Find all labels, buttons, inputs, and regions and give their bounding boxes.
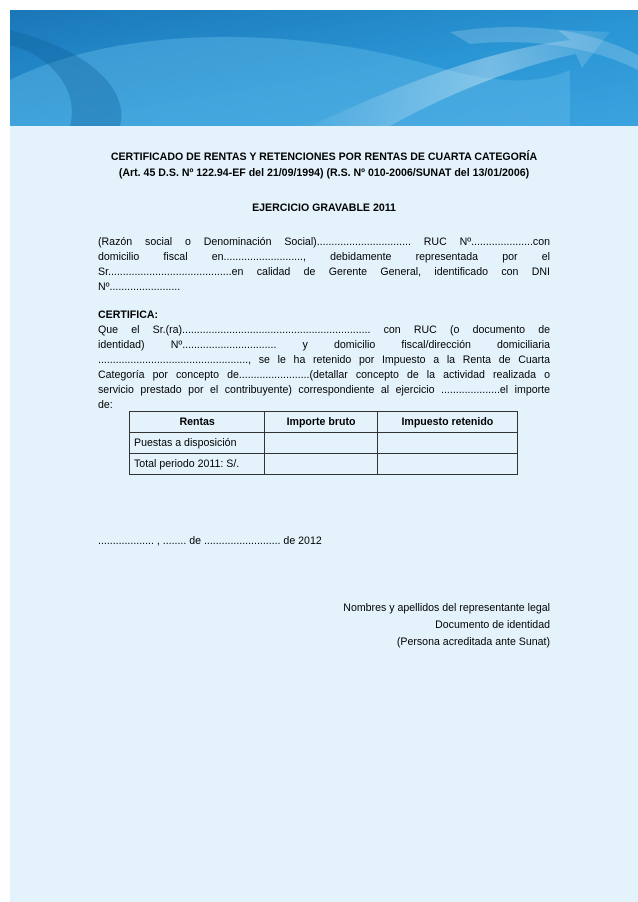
table-row: [130, 433, 518, 454]
body-line-6: de:: [98, 399, 113, 411]
table-row: [130, 454, 518, 475]
row-label-puestas: Puestas a disposición: [130, 433, 265, 454]
intro-line-4: Nº........................: [98, 281, 181, 293]
table-header-row: [130, 412, 518, 433]
header-importe-bruto: Importe bruto: [265, 412, 377, 433]
header-rentas: Rentas: [130, 412, 265, 433]
body-line-4: Categoría por concepto de........................(detallar concepto de la actividad realizada o: [98, 369, 550, 381]
intro-line-1: (Razón social o Denominación Social)................................ RUC Nº.....................con: [98, 236, 550, 248]
ejercicio-gravable: EJERCICIO GRAVABLE 2011: [252, 202, 396, 214]
intro-line-2: domicilio fiscal en..........................., debidamente representada por el: [98, 251, 550, 263]
intro-line-3: Sr..........................................en calidad de Gerente General, identificado con DNI: [98, 266, 550, 278]
header-impuesto-retenido: Impuesto retenido: [377, 412, 517, 433]
signature-document: Documento de identidad: [435, 619, 550, 631]
header-banner: [10, 10, 638, 126]
signature-name: Nombres y apellidos del representante legal: [343, 602, 550, 614]
body-line-5: servicio prestado por el contribuyente) correspondiente al ejercicio ....................el importe: [98, 384, 550, 396]
cell-impuesto-retenido: [377, 454, 517, 475]
rentas-table: [129, 411, 518, 475]
cell-importe-bruto: [265, 433, 377, 454]
document-page: [10, 10, 638, 902]
date-line: ................... , ........ de .......................... de 2012: [98, 535, 322, 547]
cell-impuesto-retenido: [377, 433, 517, 454]
cell-importe-bruto: [265, 454, 377, 475]
certificate-subtitle: (Art. 45 D.S. Nº 122.94-EF del 21/09/1994) (R.S. Nº 010-2006/SUNAT del 13/01/2006): [118, 167, 530, 179]
body-line-3: ..................................................., se le ha retenido por Impuesto a la Renta de Cuarta: [98, 354, 550, 366]
body-line-2: identidad) Nº................................ y domicilio fiscal/dirección domiciliaria: [98, 339, 550, 351]
body-line-1: Que el Sr.(ra)................................................................ con RUC (o documento de: [98, 324, 550, 336]
certificate-title: CERTIFICADO DE RENTAS Y RETENCIONES POR RENTAS DE CUARTA CATEGORÍA: [110, 151, 538, 163]
certifica-label: CERTIFICA:: [98, 309, 159, 321]
signature-note: (Persona acreditada ante Sunat): [396, 636, 550, 648]
row-label-total: Total periodo 2011: S/.: [130, 454, 265, 475]
